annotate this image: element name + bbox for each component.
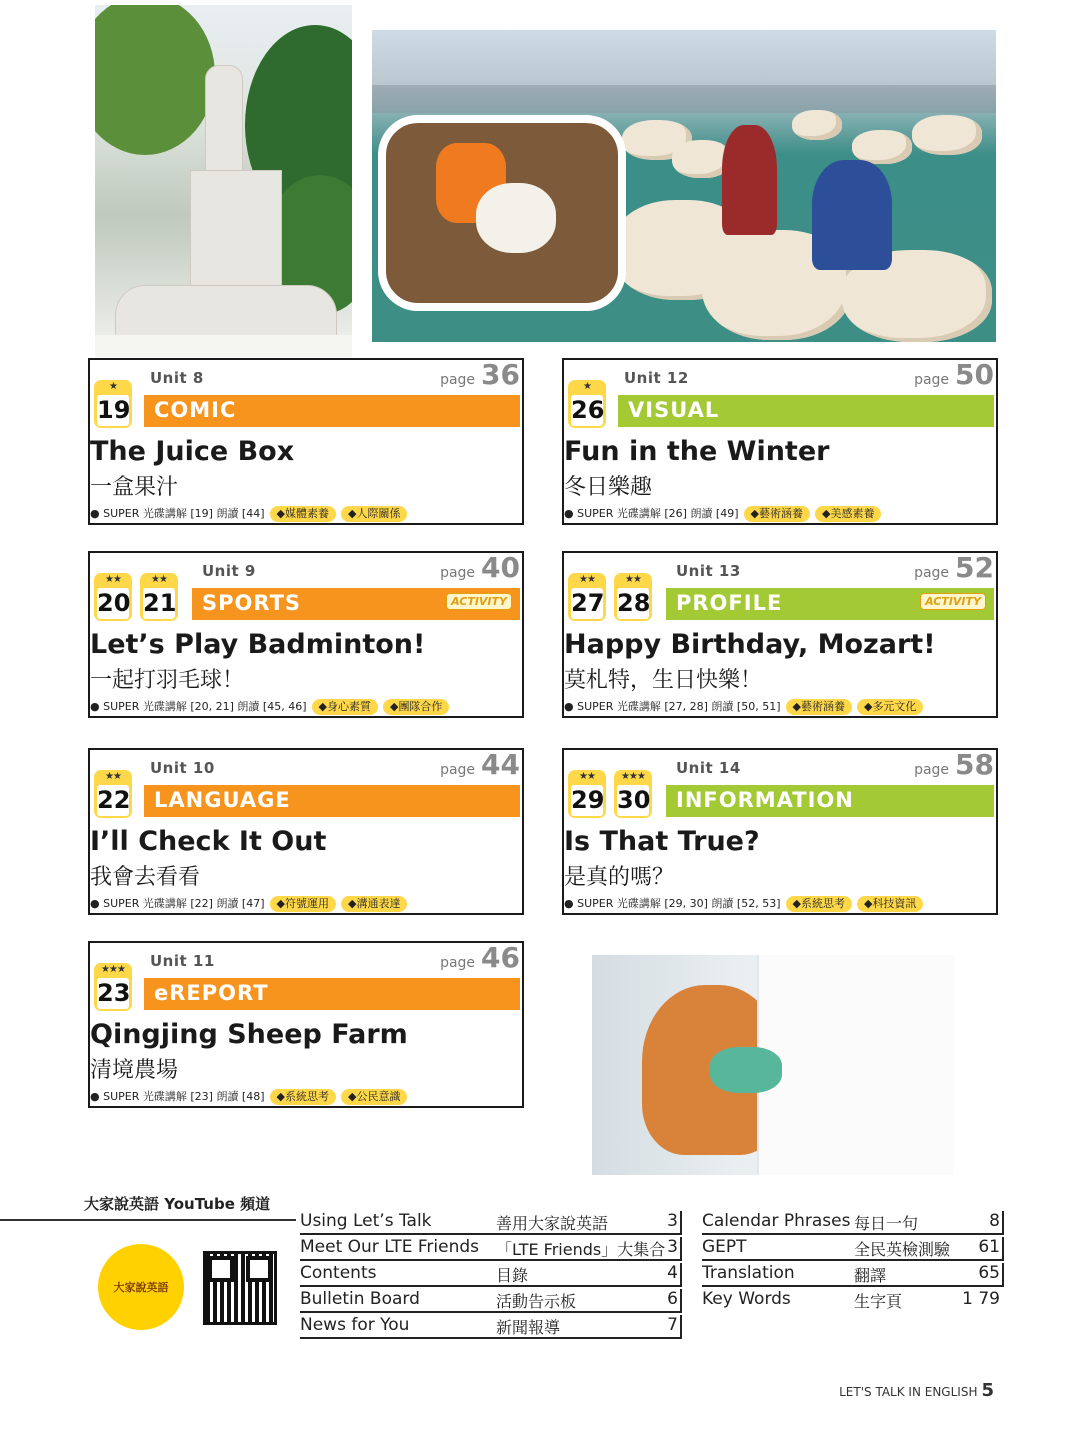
unit-title-zh: 清境農場 (90, 1058, 179, 1083)
page-ref: page 40 (440, 551, 520, 584)
page-number: 36 (481, 358, 520, 391)
unit-footer: ● SUPER 光碟講解 [27, 28] 朗讀 [50, 51] ◆藝術涵養 ◆多元文化 (564, 698, 923, 715)
difficulty-stars: ★★ (105, 771, 121, 782)
toc-title: Contents (300, 1263, 377, 1283)
competency-tag: ◆多元文化 (857, 699, 923, 715)
page-number: 50 (955, 358, 994, 391)
category-label: INFORMATION (676, 788, 854, 812)
toc-title-zh: 翻譯 (854, 1266, 887, 1285)
competency-tag: ◆公民意識 (341, 1089, 407, 1105)
toc-page: 61 (978, 1237, 1000, 1257)
competency-tag: ◆藝術涵養 (744, 506, 810, 522)
lesson-number: 26 (571, 396, 605, 424)
level-badge (568, 770, 606, 818)
toc-page: 3 (667, 1237, 678, 1257)
category-band (144, 785, 520, 817)
toc-title: News for You (300, 1315, 410, 1335)
level-badge (568, 380, 606, 428)
toc-title: Translation (702, 1263, 795, 1283)
toc-row[interactable] (300, 1237, 682, 1261)
cat-vet-photo (592, 955, 954, 1175)
unit-title: Is That True? (564, 826, 760, 857)
level-badge (94, 770, 132, 818)
toc-title-zh: 活動告示板 (496, 1292, 577, 1311)
toc-page: 1 79 (962, 1289, 1000, 1309)
toc-row[interactable] (300, 1315, 682, 1339)
toc-title-zh: 新聞報導 (496, 1318, 561, 1337)
level-badge (94, 963, 132, 1011)
unit-title-zh: 是真的嗎？ (564, 865, 675, 890)
competency-tag: ◆媒體素養 (270, 506, 336, 522)
unit-card[interactable] (562, 748, 998, 915)
category-band (144, 978, 520, 1010)
toc-row[interactable] (300, 1263, 682, 1287)
toc-title: GEPT (702, 1237, 747, 1257)
unit-label: Unit 9 (202, 562, 256, 580)
sheep-shearing-inset-photo (378, 115, 626, 311)
difficulty-stars: ★★★ (101, 964, 125, 975)
toc-row[interactable] (702, 1237, 1004, 1261)
unit-card[interactable] (562, 551, 998, 718)
toc-title-zh: 全民英檢測驗 (854, 1240, 951, 1259)
unit-title: Happy Birthday, Mozart! (564, 629, 936, 660)
difficulty-stars: ★ (109, 381, 117, 392)
toc-page: 7 (667, 1315, 678, 1335)
category-band (144, 395, 520, 427)
divider (0, 1219, 296, 1221)
unit-title-zh: 冬日樂趣 (564, 475, 653, 500)
page-footer (839, 1380, 994, 1401)
unit-label: Unit 11 (150, 952, 215, 970)
page-number: 44 (481, 748, 520, 781)
lesson-number: 21 (143, 589, 177, 617)
toc-page: 8 (989, 1211, 1000, 1231)
page-ref: page 50 (914, 358, 994, 391)
page-number: 5 (981, 1380, 994, 1401)
category-label: LANGUAGE (154, 788, 291, 812)
toc-row[interactable] (702, 1263, 1004, 1287)
toc-page: 6 (667, 1289, 678, 1309)
unit-footer: ● SUPER 光碟講解 [29, 30] 朗讀 [52, 53] ◆系統思考 ◆科技資訊 (564, 895, 923, 912)
competency-tag: ◆團隊合作 (383, 699, 449, 715)
page-ref: page 46 (440, 941, 520, 974)
unit-footer: ● SUPER 光碟講解 [20, 21] 朗讀 [45, 46] ◆身心素質 ◆團隊合作 (90, 698, 449, 715)
difficulty-stars: ★★ (579, 771, 595, 782)
unit-title: Fun in the Winter (564, 436, 830, 467)
lesson-number: 20 (97, 589, 131, 617)
lesson-number: 30 (617, 786, 651, 814)
page-number: 52 (955, 551, 994, 584)
page-ref: page 52 (914, 551, 994, 584)
category-band (192, 588, 520, 620)
lesson-number: 29 (571, 786, 605, 814)
toc-title: Calendar Phrases (702, 1211, 851, 1231)
lesson-number: 19 (97, 396, 131, 424)
toc-title: Using Let’s Talk (300, 1211, 432, 1231)
category-label: VISUAL (628, 398, 720, 422)
difficulty-stars: ★★★ (621, 771, 645, 782)
toc-title: Key Words (702, 1289, 791, 1309)
unit-label: Unit 14 (676, 759, 741, 777)
unit-footer: ● SUPER 光碟講解 [23] 朗讀 [48] ◆系統思考 ◆公民意識 (90, 1088, 407, 1105)
toc-title: Meet Our LTE Friends (300, 1237, 479, 1257)
footer-text: LET'S TALK IN ENGLISH (839, 1385, 978, 1399)
category-label: PROFILE (676, 591, 783, 615)
page-ref: page 36 (440, 358, 520, 391)
unit-title: The Juice Box (90, 436, 295, 467)
activity-badge: ACTIVITY (920, 593, 986, 610)
toc-title-zh: 善用大家說英語 (496, 1214, 609, 1233)
unit-label: Unit 8 (150, 369, 204, 387)
toc-page: 3 (667, 1211, 678, 1231)
unit-footer: ● SUPER 光碟講解 [26] 朗讀 [49] ◆藝術涵養 ◆美感素養 (564, 505, 881, 522)
unit-label: Unit 13 (676, 562, 741, 580)
toc-title-zh: 生字頁 (854, 1292, 903, 1311)
unit-card[interactable] (88, 551, 524, 718)
category-label: SPORTS (202, 591, 302, 615)
toc-row[interactable] (702, 1289, 1002, 1311)
lesson-number: 27 (571, 589, 605, 617)
unit-label: Unit 10 (150, 759, 215, 777)
unit-card[interactable] (562, 358, 998, 525)
competency-tag: ◆身心素質 (312, 699, 378, 715)
competency-tag: ◆符號運用 (270, 896, 336, 912)
competency-tag: ◆藝術涵養 (786, 699, 852, 715)
activity-badge: ACTIVITY (446, 593, 512, 610)
unit-card[interactable] (88, 748, 524, 915)
youtube-channel-title: 大家說英語 YouTube 頻道 (84, 1195, 271, 1213)
level-badge (94, 573, 132, 621)
competency-tag: ◆溝通表達 (341, 896, 407, 912)
level-badge (140, 573, 178, 621)
owl-logo: 大家說英語 (98, 1244, 184, 1330)
mozart-statue-photo (95, 5, 352, 357)
unit-label: Unit 12 (624, 369, 689, 387)
unit-footer: ● SUPER 光碟講解 [22] 朗讀 [47] ◆符號運用 ◆溝通表達 (90, 895, 407, 912)
unit-title: I’ll Check It Out (90, 826, 327, 857)
lesson-number: 23 (97, 979, 131, 1007)
unit-title-zh: 莫札特，生日快樂！ (564, 668, 763, 693)
difficulty-stars: ★★ (625, 574, 641, 585)
toc-title: Bulletin Board (300, 1289, 420, 1309)
difficulty-stars: ★★ (151, 574, 167, 585)
toc-row[interactable] (702, 1211, 1004, 1235)
level-badge (94, 380, 132, 428)
toc-row[interactable] (300, 1211, 682, 1235)
toc-page: 65 (978, 1263, 1000, 1283)
competency-tag: ◆系統思考 (786, 896, 852, 912)
unit-title-zh: 我會去看看 (90, 865, 201, 890)
difficulty-stars: ★★ (105, 574, 121, 585)
sheep-farm-photo (372, 30, 996, 342)
toc-title-zh: 每日一句 (854, 1214, 919, 1233)
unit-footer: ● SUPER 光碟講解 [19] 朗讀 [44] ◆媒體素養 ◆人際關係 (90, 505, 407, 522)
unit-card[interactable] (88, 358, 524, 525)
lesson-number: 22 (97, 786, 131, 814)
unit-card[interactable] (88, 941, 524, 1108)
page-ref: page 58 (914, 748, 994, 781)
page-ref: page 44 (440, 748, 520, 781)
category-band (618, 395, 994, 427)
lesson-number: 28 (617, 589, 651, 617)
difficulty-stars: ★ (583, 381, 591, 392)
page-number: 58 (955, 748, 994, 781)
toc-row[interactable] (300, 1289, 682, 1313)
category-band (666, 785, 994, 817)
toc-title-zh: 目錄 (496, 1266, 529, 1285)
toc-page: 4 (667, 1263, 678, 1283)
unit-title: Let’s Play Badminton! (90, 629, 426, 660)
competency-tag: ◆科技資訊 (857, 896, 923, 912)
level-badge (614, 573, 652, 621)
unit-title: Qingjing Sheep Farm (90, 1019, 408, 1050)
category-label: COMIC (154, 398, 237, 422)
competency-tag: ◆美感素養 (815, 506, 881, 522)
category-band (666, 588, 994, 620)
page-number: 46 (481, 941, 520, 974)
qr-code[interactable] (203, 1251, 277, 1325)
competency-tag: ◆系統思考 (270, 1089, 336, 1105)
level-badge (614, 770, 652, 818)
level-badge (568, 573, 606, 621)
competency-tag: ◆人際關係 (341, 506, 407, 522)
category-label: eREPORT (154, 981, 269, 1005)
difficulty-stars: ★★ (579, 574, 595, 585)
unit-title-zh: 一起打羽毛球！ (90, 668, 245, 693)
page-number: 40 (481, 551, 520, 584)
unit-title-zh: 一盒果汁 (90, 475, 179, 500)
toc-title-zh: 「LTE Friends」大集合 (496, 1240, 666, 1259)
